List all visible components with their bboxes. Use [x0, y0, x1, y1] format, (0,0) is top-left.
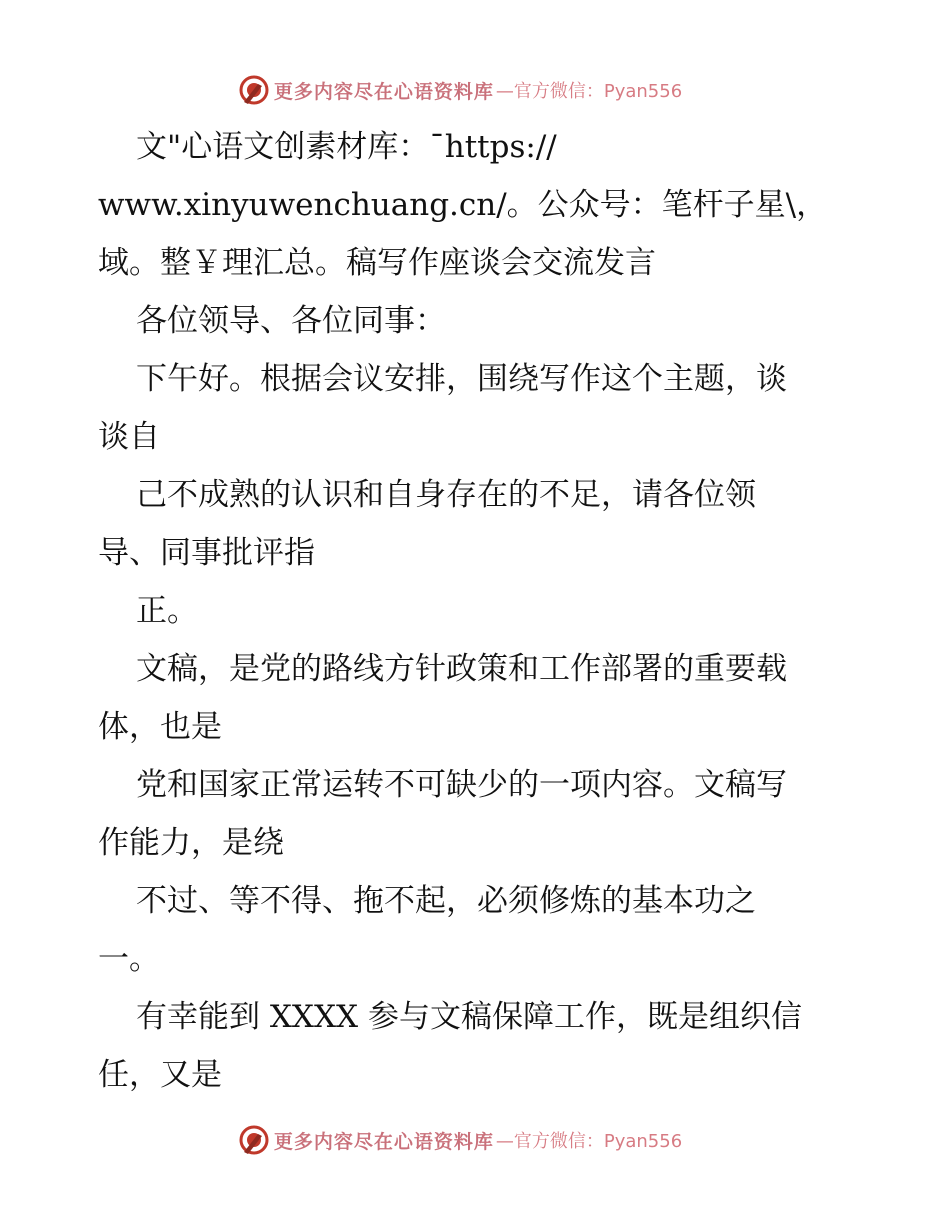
banner-brand-text: 更多内容尽在心语资料库 [273, 80, 494, 103]
text-line: 任，又是 [98, 1057, 222, 1093]
text-line: 不过、等不得、拖不起，必须修炼的基本功之 [136, 883, 756, 919]
text-line: 谈自 [98, 419, 160, 455]
text-line: 域。整￥理汇总。稿写作座谈会交流发言 [98, 245, 656, 281]
text-line: 体，也是 [98, 709, 222, 745]
text-line: 正。 [136, 593, 198, 629]
text-line: 文稿，是党的路线方针政策和工作部署的重要载 [136, 651, 787, 687]
text-line: 各位领导、各位同事： [136, 303, 446, 339]
text-line: 下午好。根据会议安排，围绕写作这个主题，谈 [136, 361, 787, 397]
text-line: 己不成熟的认识和自身存在的不足，请各位领 [136, 477, 756, 513]
text-line: www.xinyuwenchuang.cn/。公众号：笔杆子星\， [98, 187, 828, 223]
footer-banner [0, 1120, 950, 1160]
banner-brand-text: 更多内容尽在心语资料库 [273, 1130, 494, 1153]
text-line: 党和国家正常运转不可缺少的一项内容。文稿写 [136, 767, 787, 803]
text-line: 有幸能到 XXXX 参与文稿保障工作，既是组织信 [136, 999, 802, 1035]
banner-contact-text: —官方微信：Pyan556 [495, 1131, 683, 1152]
text-line: 文"心语文创素材库：¯https:// [136, 129, 557, 165]
banner-contact-text: —官方微信：Pyan556 [495, 81, 683, 102]
document-body [98, 118, 858, 1104]
pen-logo-icon [238, 74, 270, 106]
header-banner [0, 70, 950, 110]
pen-logo-icon [238, 1124, 270, 1156]
text-line: 一。 [98, 941, 160, 977]
text-line: 作能力，是绕 [98, 825, 284, 861]
text-line: 导、同事批评指 [98, 535, 315, 571]
